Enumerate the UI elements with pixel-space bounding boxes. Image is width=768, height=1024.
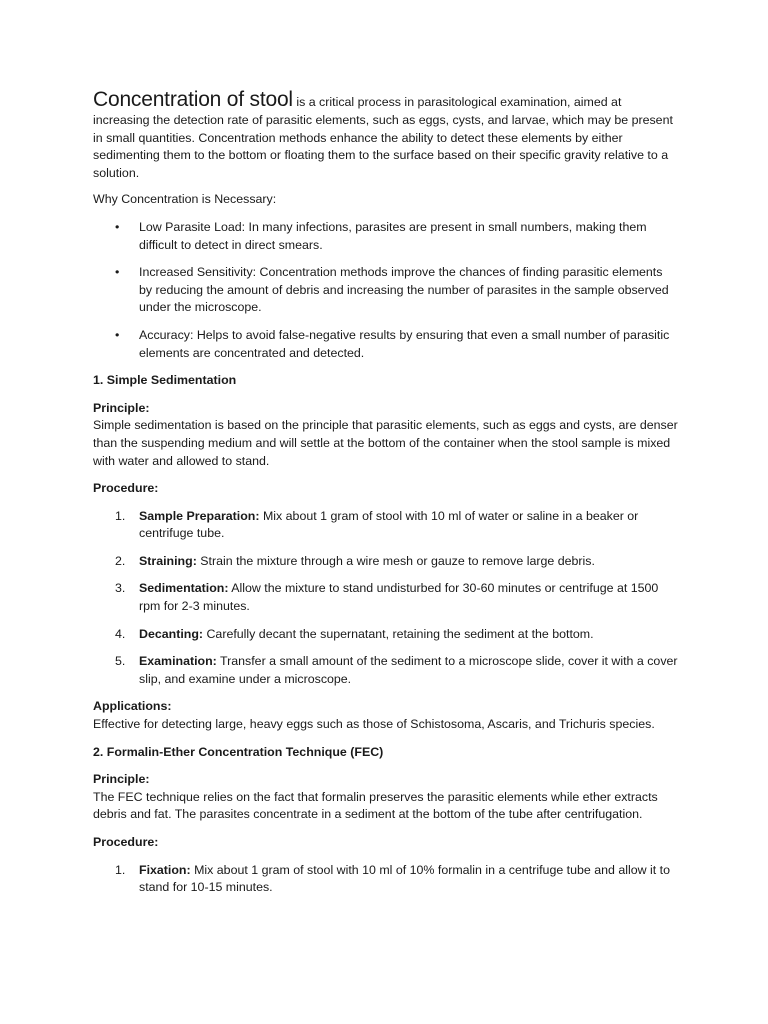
section2-procedure-label: Procedure: xyxy=(93,835,159,849)
intro-paragraph xyxy=(93,88,678,182)
principle-label: Principle: xyxy=(93,772,150,787)
section1-procedure-label: Procedure: xyxy=(93,481,159,496)
bullet-item: • Increased Sensitivity: Concentration methods improve the chances of finding parasitic elements by reducing the amount of debris and increasing the number of parasites in the sample observed under the microscope. xyxy=(93,264,678,317)
applications-label: Applications: xyxy=(93,699,172,714)
principle-text: The FEC technique relies on the fact that formalin preserves the parasitic elements while ether extracts debris and fat. The parasites concentrate in a sediment at the bottom of the tube after centrifugation. xyxy=(93,789,658,822)
step-item xyxy=(93,553,678,571)
bullet-item: • Accuracy: Helps to avoid false-negative results by ensuring that even a small number of parasitic elements are concentrated and detected. xyxy=(93,327,678,362)
step-label: Straining: xyxy=(139,553,197,568)
step-text: Strain the mixture through a wire mesh or gauze to remove large debris. xyxy=(196,553,595,568)
applications-text: Effective for detecting large, heavy eggs such as those of Schistosoma, Ascaris, and Trichuris species. xyxy=(93,717,655,732)
step-item xyxy=(93,862,678,897)
step-number: 3. xyxy=(115,581,126,596)
section2-principle xyxy=(93,771,678,824)
section1-applications xyxy=(93,698,678,733)
step-text: Mix about 1 gram of stool with 10 ml of 10% formalin in a centrifuge tube and allow it to stand for 10-15 minutes. xyxy=(139,862,670,895)
document-title: Concentration of stool xyxy=(93,88,293,111)
step-text: Allow the mixture to stand undisturbed for 30-60 minutes or centrifuge at 1500 rpm for 2-3 minutes. xyxy=(139,581,659,614)
intro-text: is a critical process in parasitological examination, aimed at increasing the detection rate of parasitic elements, such as eggs, cysts, and larvae, which may be present in small quantities. Concentration methods enhance the ability to detect these elements by either sedimenting them to the bottom or floating them to the surface based on their specific gravity relative to a solution. xyxy=(93,95,673,180)
step-text: Mix about 1 gram of stool with 10 ml of water or saline in a beaker or centrifuge tube. xyxy=(139,508,639,541)
why-bullet-list xyxy=(93,219,678,362)
section2-steps xyxy=(93,862,678,897)
step-number: 2. xyxy=(115,553,126,568)
step-label: Sedimentation: xyxy=(139,581,229,596)
bullet-item: • Low Parasite Load: In many infections, parasites are present in small numbers, making them difficult to detect in direct smears. xyxy=(93,219,678,254)
section2-heading: 2. Formalin-Ether Concentration Technique (FEC) xyxy=(93,744,384,759)
step-item xyxy=(93,626,678,644)
step-text: Transfer a small amount of the sediment to a microscope slide, cover it with a cover slip, and examine under a microscope. xyxy=(139,654,678,686)
step-item xyxy=(93,508,678,543)
step-item xyxy=(93,580,678,615)
step-number: 5. xyxy=(115,654,126,669)
step-label: Examination: xyxy=(139,654,217,669)
step-number: 4. xyxy=(115,626,126,641)
step-number: 1. xyxy=(115,862,126,877)
section1-principle xyxy=(93,400,678,470)
step-label: Decanting: xyxy=(139,626,204,641)
section1-steps xyxy=(93,508,678,689)
step-label: Sample Preparation: xyxy=(139,508,260,523)
step-number: 1. xyxy=(115,508,126,523)
section1-heading: 1. Simple Sedimentation xyxy=(93,373,237,388)
step-text: Carefully decant the supernatant, retaining the sediment at the bottom. xyxy=(203,626,594,641)
step-label: Fixation: xyxy=(139,862,191,877)
why-heading: Why Concentration is Necessary: xyxy=(93,192,277,207)
step-item xyxy=(93,653,678,688)
principle-label: Principle: xyxy=(93,400,150,415)
principle-text: Simple sedimentation is based on the principle that parasitic elements, such as eggs and cysts, are denser than the suspending medium and will settle at the bottom of the container when the stool sample is mixed with water and allowed to stand. xyxy=(93,418,678,468)
